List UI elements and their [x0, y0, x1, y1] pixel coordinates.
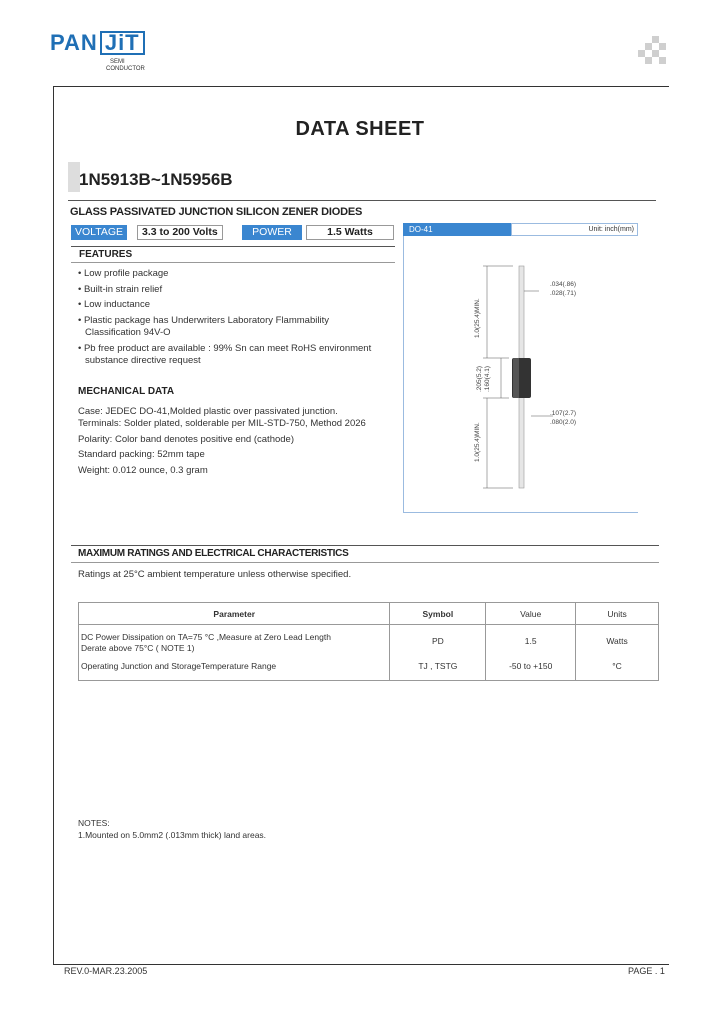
ratings-table [78, 602, 659, 681]
feature-item: substance directive request [85, 355, 201, 366]
panjit-logo [50, 30, 145, 56]
mechanical-heading: MECHANICAL DATA [78, 386, 175, 397]
frame-top-line [53, 86, 669, 87]
frame-left-line [53, 86, 54, 964]
voltage-label-badge: VOLTAGE [71, 225, 127, 240]
package-name: DO-41 [403, 223, 511, 236]
lead-diameter-min: .028(.71) [550, 290, 577, 297]
logo-subtitle: SEMI CONDUCTOR [106, 59, 145, 72]
unit-label: Unit: inch(mm) [511, 223, 638, 236]
corner-dots-icon [638, 36, 668, 66]
column-header-symbol: Symbol [390, 603, 486, 625]
body-diameter-max: .107(2.7) [550, 410, 577, 417]
top-lead [519, 266, 524, 360]
table-row [79, 658, 659, 681]
page-title: DATA SHEET [295, 118, 425, 140]
top-lead-length: 1.0(25.4)MIN. [474, 298, 481, 338]
parameter-cell: Operating Junction and StorageTemperature Range [79, 658, 390, 681]
divider [68, 200, 656, 201]
mechanical-line: Standard packing: 52mm tape [78, 449, 205, 460]
lead-diameter-max: .034(.86) [550, 281, 577, 288]
features-heading: FEATURES [79, 249, 133, 260]
logo-pan: PAN [50, 30, 98, 55]
table-header-row [79, 603, 659, 625]
ratings-heading: MAXIMUM RATINGS AND ELECTRICAL CHARACTERISTICS [78, 548, 349, 559]
product-description: GLASS PASSIVATED JUNCTION SILICON ZENER DIODES [70, 206, 363, 218]
divider [71, 545, 659, 546]
notes-heading: NOTES: [78, 818, 110, 828]
ratings-note: Ratings at 25°C ambient temperature unless otherwise specified. [78, 569, 352, 580]
feature-item: • Low inductance [78, 299, 150, 310]
mechanical-line: Polarity: Color band denotes positive end (cathode) [78, 434, 294, 445]
units-cell: Watts [576, 625, 659, 659]
units-cell: °C [576, 658, 659, 681]
bottom-lead [519, 396, 524, 488]
mechanical-line: Case: JEDEC DO-41,Molded plastic over passivated junction. [78, 406, 338, 417]
voltage-value-badge: 3.3 to 200 Volts [137, 225, 223, 240]
value-cell: -50 to +150 [486, 658, 576, 681]
body-diameter-min: .080(2.0) [550, 419, 577, 426]
divider [71, 246, 395, 247]
logo-jit: JiT [100, 31, 145, 55]
column-header-parameter: Parameter [79, 603, 390, 625]
column-header-value: Value [486, 603, 576, 625]
bottom-lead-length: 1.0(25.4)MIN. [474, 422, 481, 462]
feature-item: • Pb free product are available : 99% Sn can meet RoHS environment [78, 343, 372, 354]
page-number: PAGE . 1 [628, 966, 665, 976]
note-item: 1.Mounted on 5.0mm2 (.013mm thick) land areas. [78, 830, 267, 840]
column-header-units: Units [576, 603, 659, 625]
power-value-badge: 1.5 Watts [306, 225, 394, 240]
symbol-cell: PD [390, 625, 486, 659]
feature-item: • Low profile package [78, 268, 169, 279]
feature-item: • Plastic package has Underwriters Laboratory Flammability [78, 315, 329, 326]
power-label-badge: POWER [242, 225, 302, 240]
body-length-max: .205(5.2) [476, 365, 483, 392]
feature-item: • Built-in strain relief [78, 284, 163, 295]
table-row [79, 625, 659, 659]
parameter-cell: DC Power Dissipation on TA=75 °C ,Measure at Zero Lead Length Derate above 75°C ( NOTE 1) [79, 625, 390, 659]
diode-outline-drawing [403, 236, 638, 513]
revision-label: REV.0-MAR.23.2005 [64, 966, 148, 976]
frame-bottom-line [53, 964, 669, 965]
feature-item: Classification 94V-O [85, 327, 171, 338]
divider [71, 562, 659, 563]
mechanical-line: Terminals: Solder plated, solderable per MIL-STD-750, Method 2026 [78, 418, 366, 429]
body-length-min: .160(4.1) [484, 365, 491, 392]
part-number: 1N5913B~1N5956B [79, 170, 233, 189]
mechanical-line: Weight: 0.012 ounce, 0.3 gram [78, 465, 208, 476]
symbol-cell: TJ , TSTG [390, 658, 486, 681]
value-cell: 1.5 [486, 625, 576, 659]
divider [71, 262, 395, 263]
diode-body-shine [513, 358, 519, 398]
